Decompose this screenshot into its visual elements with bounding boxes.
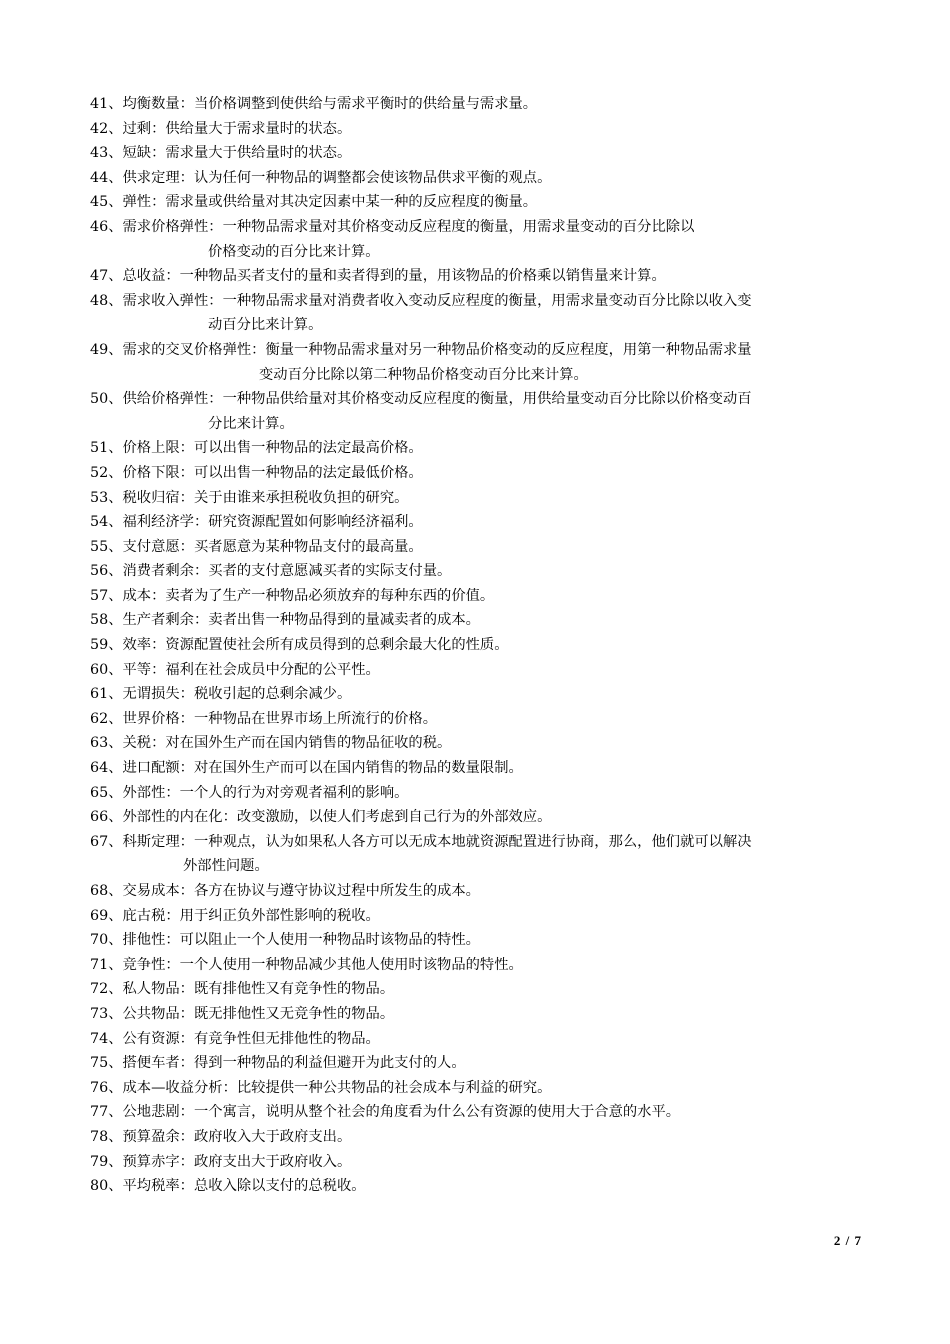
entry-number: 55、 <box>90 538 123 555</box>
glossary-entry-57 <box>90 584 870 609</box>
entry-continuation: 外部性问题。 <box>183 858 269 875</box>
entry-number: 76、 <box>90 1079 123 1096</box>
glossary-entry-71 <box>90 953 870 978</box>
glossary-entry-72 <box>90 977 870 1002</box>
entry-text: 成本—收益分析：比较提供一种公共物品的社会成本与利益的研究。 <box>122 1079 552 1096</box>
entry-number: 41、 <box>90 96 123 112</box>
entry-continuation: 变动百分比除以第二种物品价格变动百分比来计算。 <box>259 366 588 383</box>
entry-number: 65、 <box>90 784 123 801</box>
entry-number: 66、 <box>90 809 123 826</box>
entry-number: 42、 <box>90 120 123 137</box>
glossary-entry-42 <box>90 117 870 142</box>
glossary-entry-56 <box>90 559 870 584</box>
entry-text: 外部性：一个人的行为对旁观者福利的影响。 <box>122 784 409 801</box>
entry-text: 短缺：需求量大于供给量时的状态。 <box>122 145 352 162</box>
entry-text: 私人物品：既有排他性又有竞争性的物品。 <box>122 981 395 998</box>
glossary-entry-77 <box>90 1100 870 1125</box>
entry-number: 79、 <box>90 1153 123 1170</box>
entry-number: 77、 <box>90 1104 123 1121</box>
entry-text: 公有资源：有竞争性但无排他性的物品。 <box>122 1030 380 1047</box>
entry-number: 58、 <box>90 612 123 629</box>
entry-number: 78、 <box>90 1128 123 1145</box>
glossary-entry-78 <box>90 1125 870 1150</box>
glossary-entry-41 <box>90 92 870 117</box>
entry-text: 预算赤字：政府支出大于政府收入。 <box>122 1153 352 1170</box>
entry-text: 排他性：可以阻止一个人使用一种物品时该物品的特性。 <box>122 932 480 949</box>
entry-text: 预算盈余：政府收入大于政府支出。 <box>122 1128 352 1145</box>
entry-text: 价格上限：可以出售一种物品的法定最高价格。 <box>122 440 423 457</box>
entry-number: 43、 <box>90 145 123 162</box>
entry-text: 庇古税：用于纠正负外部性影响的税收。 <box>122 907 380 924</box>
entry-text: 价格下限：可以出售一种物品的法定最低价格。 <box>122 464 423 481</box>
glossary-entry-54 <box>90 510 870 535</box>
glossary-entry-58 <box>90 608 870 633</box>
glossary-entry-55 <box>90 535 870 560</box>
glossary-entry-64 <box>90 756 870 781</box>
entry-text: 世界价格：一种物品在世界市场上所流行的价格。 <box>122 710 438 727</box>
entry-number: 72、 <box>90 981 123 998</box>
entry-number: 47、 <box>90 268 123 285</box>
entry-number: 54、 <box>90 514 123 531</box>
glossary-entry-46 <box>90 215 870 264</box>
entry-number: 69、 <box>90 907 123 924</box>
entry-text: 进口配额：对在国外生产而可以在国内销售的物品的数量限制。 <box>122 760 523 777</box>
entry-text: 交易成本：各方在协议与遵守协议过程中所发生的成本。 <box>122 883 480 899</box>
entry-number: 51、 <box>90 440 123 457</box>
entry-number: 61、 <box>90 686 123 703</box>
glossary-entry-79 <box>90 1150 870 1175</box>
glossary-entry-66 <box>90 805 870 830</box>
entry-text: 支付意愿：买者愿意为某种物品支付的最高量。 <box>122 538 423 555</box>
entry-number: 44、 <box>90 169 123 186</box>
glossary-entry-50 <box>90 387 870 436</box>
entry-number: 45、 <box>90 194 123 211</box>
entry-number: 68、 <box>90 883 123 899</box>
glossary-entry-67 <box>90 830 870 879</box>
glossary-entry-45 <box>90 190 870 215</box>
entry-text: 平等：福利在社会成员中分配的公平性。 <box>122 661 380 678</box>
entry-number: 59、 <box>90 637 123 654</box>
entry-text: 关税：对在国外生产而在国内销售的物品征收的税。 <box>122 735 452 752</box>
glossary-entry-43 <box>90 141 870 166</box>
entry-text: 需求的交叉价格弹性：衡量一种物品需求量对另一种物品价格变动的反应程度，用第一种物品需求量 <box>122 341 752 358</box>
entry-number: 71、 <box>90 956 123 973</box>
entry-text: 搭便车者：得到一种物品的利益但避开为此支付的人。 <box>122 1055 466 1072</box>
entry-text: 均衡数量：当价格调整到使供给与需求平衡时的供给量与需求量。 <box>122 96 538 112</box>
entry-text: 总收益：一种物品买者支付的量和卖者得到的量，用该物品的价格乘以销售量来计算。 <box>122 268 666 285</box>
glossary-entry-69 <box>90 904 870 929</box>
glossary-entry-53 <box>90 486 870 511</box>
entry-continuation: 价格变动的百分比来计算。 <box>208 243 380 260</box>
entry-number: 50、 <box>90 391 123 408</box>
entry-text: 供求定理：认为任何一种物品的调整都会使该物品供求平衡的观点。 <box>122 169 552 186</box>
glossary-entry-80 <box>90 1174 870 1199</box>
glossary-entry-60 <box>90 658 870 683</box>
entry-number: 74、 <box>90 1030 123 1047</box>
glossary-entry-65 <box>90 781 870 806</box>
glossary-list <box>90 92 870 1199</box>
glossary-entry-49 <box>90 338 870 387</box>
entry-text: 无谓损失：税收引起的总剩余减少。 <box>122 686 352 703</box>
entry-number: 52、 <box>90 464 123 481</box>
entry-text: 消费者剩余：买者的支付意愿减买者的实际支付量。 <box>122 563 452 580</box>
glossary-entry-51 <box>90 436 870 461</box>
entry-number: 48、 <box>90 292 123 309</box>
entry-number: 49、 <box>90 341 123 358</box>
glossary-entry-63 <box>90 731 870 756</box>
entry-continuation: 动百分比来计算。 <box>208 317 323 334</box>
glossary-entry-68 <box>90 879 870 904</box>
entry-number: 60、 <box>90 661 123 678</box>
entry-text: 弹性：需求量或供给量对其决定因素中某一种的反应程度的衡量。 <box>122 194 538 211</box>
glossary-entry-47 <box>90 264 870 289</box>
entry-text: 科斯定理：一种观点，认为如果私人各方可以无成本地就资源配置进行协商，那么，他们就可以解决 <box>122 833 752 850</box>
glossary-entry-70 <box>90 928 870 953</box>
entry-text: 效率：资源配置使社会所有成员得到的总剩余最大化的性质。 <box>122 637 509 654</box>
entry-text: 过剩：供给量大于需求量时的状态。 <box>122 120 352 137</box>
entry-continuation: 分比来计算。 <box>208 415 294 432</box>
entry-number: 56、 <box>90 563 123 580</box>
glossary-entry-61 <box>90 682 870 707</box>
entry-text: 生产者剩余：卖者出售一种物品得到的量减卖者的成本。 <box>122 612 480 629</box>
entry-text: 平均税率：总收入除以支付的总税收。 <box>122 1178 366 1195</box>
glossary-entry-44 <box>90 166 870 191</box>
glossary-entry-74 <box>90 1027 870 1052</box>
entry-number: 70、 <box>90 932 123 949</box>
entry-number: 80、 <box>90 1178 123 1195</box>
entry-text: 外部性的内在化：改变激励，以使人们考虑到自己行为的外部效应。 <box>122 809 552 826</box>
entry-text: 需求价格弹性：一种物品需求量对其价格变动反应程度的衡量，用需求量变动的百分比除以 <box>122 218 695 235</box>
entry-text: 供给价格弹性：一种物品供给量对其价格变动反应程度的衡量，用供给量变动百分比除以价格变动百 <box>122 391 752 408</box>
entry-number: 73、 <box>90 1005 123 1022</box>
glossary-entry-52 <box>90 461 870 486</box>
entry-text: 税收归宿：关于由谁来承担税收负担的研究。 <box>122 489 409 506</box>
entry-number: 67、 <box>90 833 123 850</box>
entry-text: 福利经济学：研究资源配置如何影响经济福利。 <box>122 514 423 531</box>
entry-number: 62、 <box>90 710 123 727</box>
entry-number: 63、 <box>90 735 123 752</box>
entry-text: 需求收入弹性：一种物品需求量对消费者收入变动反应程度的衡量，用需求量变动百分比除以收入变 <box>122 292 752 309</box>
entry-text: 公地悲剧：一个寓言，说明从整个社会的角度看为什么公有资源的使用大于合意的水平。 <box>122 1104 681 1121</box>
glossary-entry-62 <box>90 707 870 732</box>
entry-text: 成本：卖者为了生产一种物品必须放弃的每种东西的价值。 <box>122 587 495 604</box>
glossary-entry-73 <box>90 1002 870 1027</box>
glossary-entry-75 <box>90 1051 870 1076</box>
entry-number: 57、 <box>90 587 123 604</box>
page-number: 2 / 7 <box>833 1233 862 1248</box>
entry-number: 64、 <box>90 760 123 777</box>
entry-number: 46、 <box>90 218 123 235</box>
entry-text: 公共物品：既无排他性又无竞争性的物品。 <box>122 1005 395 1022</box>
glossary-entry-76 <box>90 1076 870 1101</box>
glossary-entry-59 <box>90 633 870 658</box>
glossary-entry-48 <box>90 289 870 338</box>
entry-number: 53、 <box>90 489 123 506</box>
entry-text: 竞争性：一个人使用一种物品减少其他人使用时该物品的特性。 <box>122 956 523 973</box>
entry-number: 75、 <box>90 1055 123 1072</box>
